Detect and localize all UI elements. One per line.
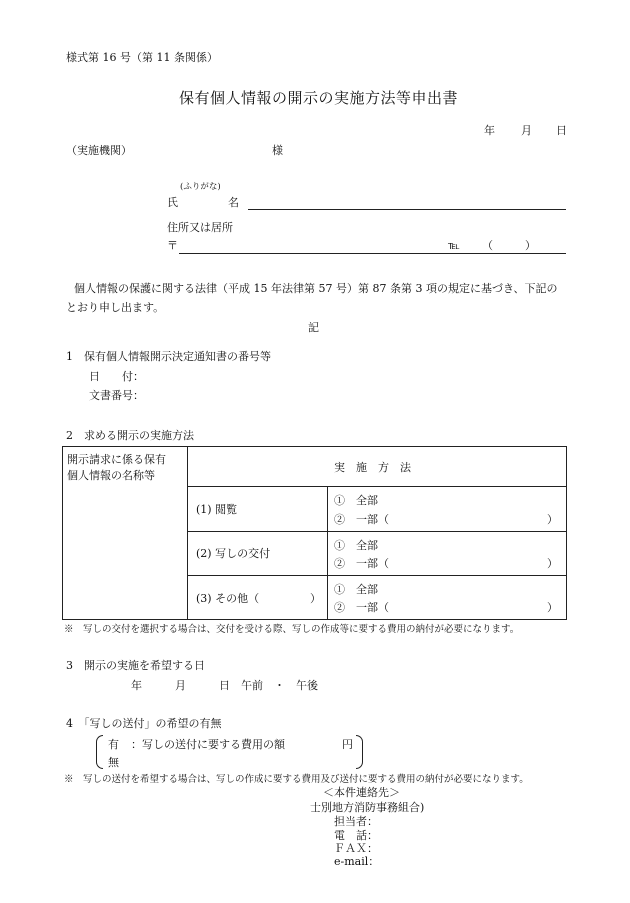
contact-person: 担当者： xyxy=(334,815,378,828)
right-bracket xyxy=(356,735,363,769)
intro-line-1: 個人情報の保護に関する法律（平成 15 年法律第 57 号）第 87 条第 3 項の規定に基づき、下記の xyxy=(74,282,558,295)
option-yes-detail: ：写しの送付に要する費用の額 xyxy=(131,738,285,751)
option-no[interactable]: 無 xyxy=(108,756,119,769)
page-title: 保有個人情報の開示の実施方法等申出書 xyxy=(179,89,459,107)
yen-label: 円 xyxy=(342,738,353,751)
table-header-name-1: 開示請求に係る保有 xyxy=(67,453,166,466)
option-all[interactable]: ① 全部 xyxy=(334,539,378,552)
option-part-close: ） xyxy=(547,601,558,614)
option-yes[interactable]: 有 xyxy=(108,738,119,751)
section1-doc-number-label: 文書番号： xyxy=(89,389,144,402)
method-other-close: ） xyxy=(310,592,321,605)
table-header-method: 実 施 方 法 xyxy=(334,461,411,474)
section2-note: ※ 写しの交付を選択する場合は、交付を受ける際、写しの作成等に要する費用の納付が必要になります。 xyxy=(64,624,520,635)
tel-mark: ℡ xyxy=(448,239,460,252)
name-label-1: 氏 xyxy=(167,196,178,209)
section1-heading: 1 保有個人情報開示決定通知書の番号等 xyxy=(66,350,271,363)
date-month-label: 月 xyxy=(521,124,532,137)
name-line[interactable] xyxy=(248,209,566,210)
contact-email: e-mail： xyxy=(334,855,380,868)
address-line[interactable] xyxy=(179,253,566,254)
contact-fax: ＦＡＸ： xyxy=(334,842,378,855)
method-view[interactable]: (1) 閲覧 xyxy=(196,503,238,516)
address-label: 住所又は居所 xyxy=(167,221,233,234)
tel-paren-close: ） xyxy=(525,239,536,252)
method-copy-delivery[interactable]: (2) 写しの交付 xyxy=(196,547,271,560)
option-part[interactable]: ② 一部（ xyxy=(334,513,389,526)
tel-paren-open: （ xyxy=(482,239,493,252)
method-other[interactable]: (3) その他（ xyxy=(196,592,260,605)
ki-label: 記 xyxy=(308,321,319,334)
left-bracket xyxy=(96,735,103,769)
name-label-2: 名 xyxy=(228,196,239,209)
contact-phone: 電 話： xyxy=(334,829,378,842)
date-year-label: 年 xyxy=(484,124,495,137)
section4-note: ※ 写しの送付を希望する場合は、写しの作成に要する費用及び送付に要する費用の納付が必要になります。 xyxy=(64,774,529,785)
option-all[interactable]: ① 全部 xyxy=(334,583,378,596)
option-part-close: ） xyxy=(547,513,558,526)
sama-label: 様 xyxy=(272,144,283,157)
postal-mark: 〒 xyxy=(167,239,178,252)
agency-label: （実施機関） xyxy=(66,144,132,157)
intro-line-2: とおり申し出ます。 xyxy=(66,301,165,314)
contact-org: 士別地方消防事務組合) xyxy=(310,801,425,814)
date-day-label: 日 xyxy=(556,124,567,137)
section4-heading: 4 「写しの送付」の希望の有無 xyxy=(66,717,222,730)
furigana-label: (ふりがな) xyxy=(180,182,221,192)
option-part[interactable]: ② 一部（ xyxy=(334,601,389,614)
option-all[interactable]: ① 全部 xyxy=(334,494,378,507)
section1-date-label: 日 付： xyxy=(89,370,144,383)
section3-date-line: 年 月 日 午前 ・ 午後 xyxy=(131,679,318,692)
contact-heading: ＜本件連絡先＞ xyxy=(323,786,400,799)
form-number: 様式第 16 号（第 11 条関係） xyxy=(66,51,218,64)
table-header-name-2: 個人情報の名称等 xyxy=(67,469,155,482)
section2-heading: 2 求める開示の実施方法 xyxy=(66,429,194,442)
option-part-close: ） xyxy=(547,557,558,570)
option-part[interactable]: ② 一部（ xyxy=(334,557,389,570)
section3-heading: 3 開示の実施を希望する日 xyxy=(66,659,205,672)
